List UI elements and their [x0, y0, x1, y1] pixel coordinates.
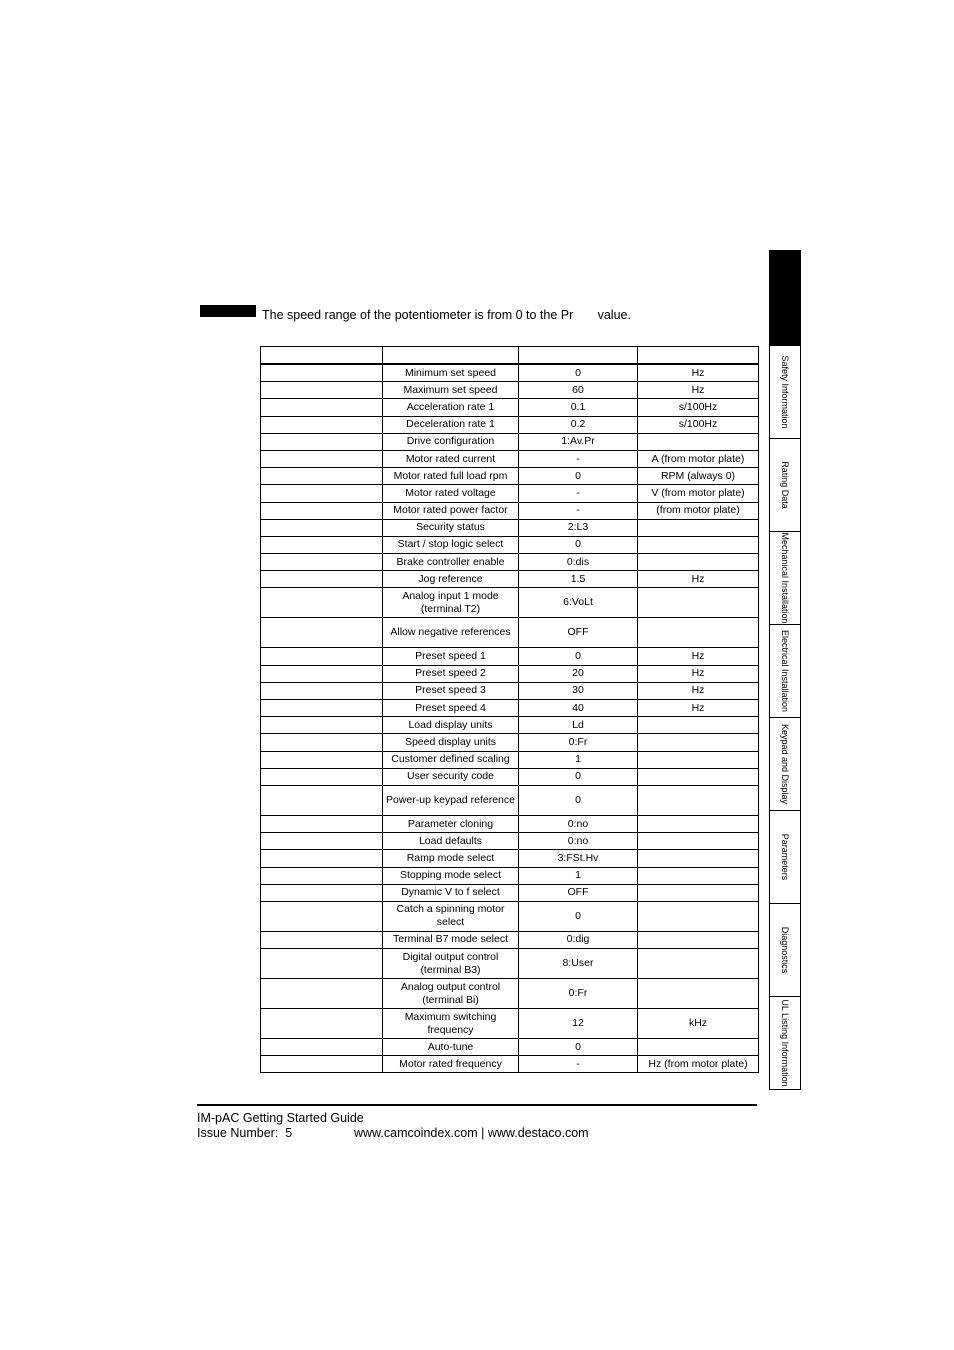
cell-desc: Catch a spinning motor select	[383, 901, 519, 931]
cell-value: 0	[519, 648, 638, 665]
cell-units	[638, 901, 759, 931]
cell-value: 0	[519, 785, 638, 815]
table-row	[261, 399, 759, 416]
cell-value: 0	[519, 901, 638, 931]
cell-units: A (from motor plate)	[638, 450, 759, 467]
cell-value: 0	[519, 768, 638, 785]
cell-desc: Preset speed 3	[383, 682, 519, 699]
side-tab[interactable]	[769, 346, 801, 439]
side-tab-label: Keypad and Display	[780, 723, 790, 805]
cell-value: 12	[519, 1009, 638, 1039]
cell-param	[261, 1056, 383, 1073]
cell-desc: Motor rated current	[383, 450, 519, 467]
table-row	[261, 618, 759, 648]
cell-units	[638, 588, 759, 618]
header-cell	[519, 347, 638, 365]
cell-units	[638, 949, 759, 979]
cell-units: V (from motor plate)	[638, 485, 759, 502]
cell-param	[261, 433, 383, 450]
cell-value: Ld	[519, 717, 638, 734]
cell-param	[261, 416, 383, 433]
cell-value: 0.1	[519, 399, 638, 416]
cell-desc: Acceleration rate 1	[383, 399, 519, 416]
cell-desc: Terminal B7 mode select	[383, 931, 519, 948]
cell-param	[261, 648, 383, 665]
table-row	[261, 364, 759, 382]
table-row	[261, 850, 759, 867]
cell-param	[261, 536, 383, 553]
cell-desc: Motor rated power factor	[383, 502, 519, 519]
cell-units	[638, 554, 759, 571]
table-row	[261, 931, 759, 948]
cell-desc: Digital output control (terminal B3)	[383, 949, 519, 979]
cell-units	[638, 867, 759, 884]
cell-param	[261, 682, 383, 699]
cell-units	[638, 884, 759, 901]
cell-param	[261, 949, 383, 979]
table-row	[261, 717, 759, 734]
side-tab[interactable]	[769, 997, 801, 1090]
cell-param	[261, 519, 383, 536]
cell-param	[261, 502, 383, 519]
side-tab-label: Electrical Installation	[780, 629, 790, 713]
cell-param	[261, 734, 383, 751]
footer-issue-number: Issue Number: 5	[197, 1126, 293, 1140]
cell-units	[638, 717, 759, 734]
cell-units	[638, 979, 759, 1009]
table-row	[261, 751, 759, 768]
cell-units: s/100Hz	[638, 399, 759, 416]
cell-desc: Analog input 1 mode (terminal T2)	[383, 588, 519, 618]
cell-desc: Deceleration rate 1	[383, 416, 519, 433]
cell-desc: Preset speed 2	[383, 665, 519, 682]
cell-value: 6:VoLt	[519, 588, 638, 618]
cell-value: 0:dig	[519, 931, 638, 948]
table-row	[261, 785, 759, 815]
cell-param	[261, 931, 383, 948]
cell-param	[261, 665, 383, 682]
cell-value: 3:FSt.Hv	[519, 850, 638, 867]
cell-param	[261, 815, 383, 832]
cell-value: 40	[519, 700, 638, 717]
cell-desc: Customer defined scaling	[383, 751, 519, 768]
table-row	[261, 1056, 759, 1073]
table-row	[261, 884, 759, 901]
side-tab[interactable]	[769, 811, 801, 904]
side-tab[interactable]	[769, 532, 801, 625]
table-header-row	[261, 347, 759, 365]
cell-param	[261, 485, 383, 502]
table-row	[261, 416, 759, 433]
cell-desc: Power-up keypad reference	[383, 785, 519, 815]
side-tab[interactable]	[769, 904, 801, 997]
cell-units	[638, 519, 759, 536]
cell-value: -	[519, 1056, 638, 1073]
cell-param	[261, 588, 383, 618]
cell-param	[261, 717, 383, 734]
cell-value: -	[519, 502, 638, 519]
cell-param	[261, 884, 383, 901]
cell-param	[261, 364, 383, 382]
cell-desc: Dynamic V to f select	[383, 884, 519, 901]
cell-param	[261, 833, 383, 850]
cell-units	[638, 931, 759, 948]
cell-desc: Analog output control (terminal Bi)	[383, 979, 519, 1009]
table-row	[261, 979, 759, 1009]
cell-desc: Drive configuration	[383, 433, 519, 450]
table-row	[261, 768, 759, 785]
header-cell	[261, 347, 383, 365]
cell-desc: Speed display units	[383, 734, 519, 751]
cell-units	[638, 850, 759, 867]
side-tab-label: Mechanical Installation	[780, 532, 790, 624]
cell-desc: Maximum set speed	[383, 382, 519, 399]
cell-param	[261, 850, 383, 867]
cell-value: 1	[519, 751, 638, 768]
side-tab-label: UL Listing Information	[780, 999, 790, 1087]
cell-units: Hz	[638, 700, 759, 717]
table-row	[261, 450, 759, 467]
table-row	[261, 1039, 759, 1056]
cell-units: Hz (from motor plate)	[638, 1056, 759, 1073]
table-row	[261, 519, 759, 536]
table-row	[261, 485, 759, 502]
cell-value: OFF	[519, 884, 638, 901]
note-label-box	[200, 305, 256, 317]
table-row	[261, 468, 759, 485]
cell-desc: Parameter cloning	[383, 815, 519, 832]
table-row	[261, 571, 759, 588]
cell-units	[638, 815, 759, 832]
cell-desc: Start / stop logic select	[383, 536, 519, 553]
footer-rule	[197, 1104, 757, 1106]
cell-units: RPM (always 0)	[638, 468, 759, 485]
cell-desc: Jog reference	[383, 571, 519, 588]
cell-value: 0:dis	[519, 554, 638, 571]
cell-param	[261, 700, 383, 717]
cell-value: 2:L3	[519, 519, 638, 536]
cell-param	[261, 468, 383, 485]
cell-units: Hz	[638, 665, 759, 682]
cell-units	[638, 734, 759, 751]
cell-value: 1	[519, 867, 638, 884]
active-section-marker	[769, 250, 801, 346]
cell-desc: User security code	[383, 768, 519, 785]
cell-value: OFF	[519, 618, 638, 648]
cell-value: 0	[519, 1039, 638, 1056]
cell-desc: Motor rated full load rpm	[383, 468, 519, 485]
cell-param	[261, 1009, 383, 1039]
cell-desc: Brake controller enable	[383, 554, 519, 571]
cell-param	[261, 450, 383, 467]
cell-desc: Maximum switching frequency	[383, 1009, 519, 1039]
cell-value: 0:Fr	[519, 979, 638, 1009]
table-row	[261, 502, 759, 519]
table-row	[261, 700, 759, 717]
cell-param	[261, 571, 383, 588]
cell-units: Hz	[638, 648, 759, 665]
side-tab-label: Diagnostics	[780, 926, 790, 974]
cell-value: 1.5	[519, 571, 638, 588]
cell-param	[261, 768, 383, 785]
side-tab-label: Rating Data	[780, 461, 790, 509]
cell-units	[638, 536, 759, 553]
cell-units	[638, 433, 759, 450]
cell-units	[638, 833, 759, 850]
cell-param	[261, 901, 383, 931]
cell-units: kHz	[638, 1009, 759, 1039]
parameter-table	[260, 346, 759, 1073]
cell-value: -	[519, 450, 638, 467]
cell-value: 0	[519, 364, 638, 382]
cell-desc: Preset speed 1	[383, 648, 519, 665]
cell-desc: Preset speed 4	[383, 700, 519, 717]
cell-value: 0:Fr	[519, 734, 638, 751]
cell-desc: Load display units	[383, 717, 519, 734]
cell-param	[261, 751, 383, 768]
table-row	[261, 901, 759, 931]
table-row	[261, 1009, 759, 1039]
side-tab-label: Parameters	[780, 833, 790, 881]
cell-desc: Stopping mode select	[383, 867, 519, 884]
cell-units	[638, 1039, 759, 1056]
footer-website: www.camcoindex.com | www.destaco.com	[354, 1126, 589, 1140]
cell-value: 0:no	[519, 833, 638, 850]
cell-value: 1:Av.Pr	[519, 433, 638, 450]
cell-param	[261, 1039, 383, 1056]
side-tab[interactable]	[769, 625, 801, 718]
cell-value: 0	[519, 536, 638, 553]
cell-param	[261, 554, 383, 571]
cell-units	[638, 751, 759, 768]
cell-units: Hz	[638, 382, 759, 399]
table-row	[261, 665, 759, 682]
cell-value: 0:no	[519, 815, 638, 832]
cell-desc: Auto-tune	[383, 1039, 519, 1056]
cell-units: Hz	[638, 571, 759, 588]
side-tab[interactable]	[769, 718, 801, 811]
table-row	[261, 682, 759, 699]
cell-param	[261, 979, 383, 1009]
cell-value: 8:User	[519, 949, 638, 979]
cell-units	[638, 618, 759, 648]
cell-desc: Ramp mode select	[383, 850, 519, 867]
table-row	[261, 734, 759, 751]
cell-value: 60	[519, 382, 638, 399]
cell-value: -	[519, 485, 638, 502]
cell-value: 30	[519, 682, 638, 699]
cell-desc: Motor rated voltage	[383, 485, 519, 502]
cell-units: (from motor plate)	[638, 502, 759, 519]
cell-desc: Minimum set speed	[383, 364, 519, 382]
cell-desc: Allow negative references	[383, 618, 519, 648]
table-row	[261, 833, 759, 850]
header-cell	[383, 347, 519, 365]
cell-units: s/100Hz	[638, 416, 759, 433]
table-row	[261, 815, 759, 832]
cell-value: 20	[519, 665, 638, 682]
cell-value: 0.2	[519, 416, 638, 433]
cell-desc: Load defaults	[383, 833, 519, 850]
table-row	[261, 536, 759, 553]
section-tabs	[769, 250, 801, 1090]
side-tab[interactable]	[769, 439, 801, 532]
cell-units	[638, 768, 759, 785]
cell-desc: Motor rated frequency	[383, 1056, 519, 1073]
header-cell	[638, 347, 759, 365]
cell-value: 0	[519, 468, 638, 485]
cell-param	[261, 399, 383, 416]
cell-units: Hz	[638, 682, 759, 699]
table-row	[261, 433, 759, 450]
table-row	[261, 867, 759, 884]
side-tab-label: Safety Information	[780, 355, 790, 429]
cell-param	[261, 867, 383, 884]
cell-param	[261, 382, 383, 399]
cell-units	[638, 785, 759, 815]
note-text: The speed range of the potentiometer is from 0 to the Pr value.	[262, 308, 631, 322]
table-row	[261, 648, 759, 665]
cell-units: Hz	[638, 364, 759, 382]
cell-desc: Security status	[383, 519, 519, 536]
table-row	[261, 588, 759, 618]
cell-param	[261, 618, 383, 648]
table-row	[261, 554, 759, 571]
table-row	[261, 382, 759, 399]
footer-guide-title: IM-pAC Getting Started Guide	[197, 1111, 364, 1125]
cell-param	[261, 785, 383, 815]
table-row	[261, 949, 759, 979]
